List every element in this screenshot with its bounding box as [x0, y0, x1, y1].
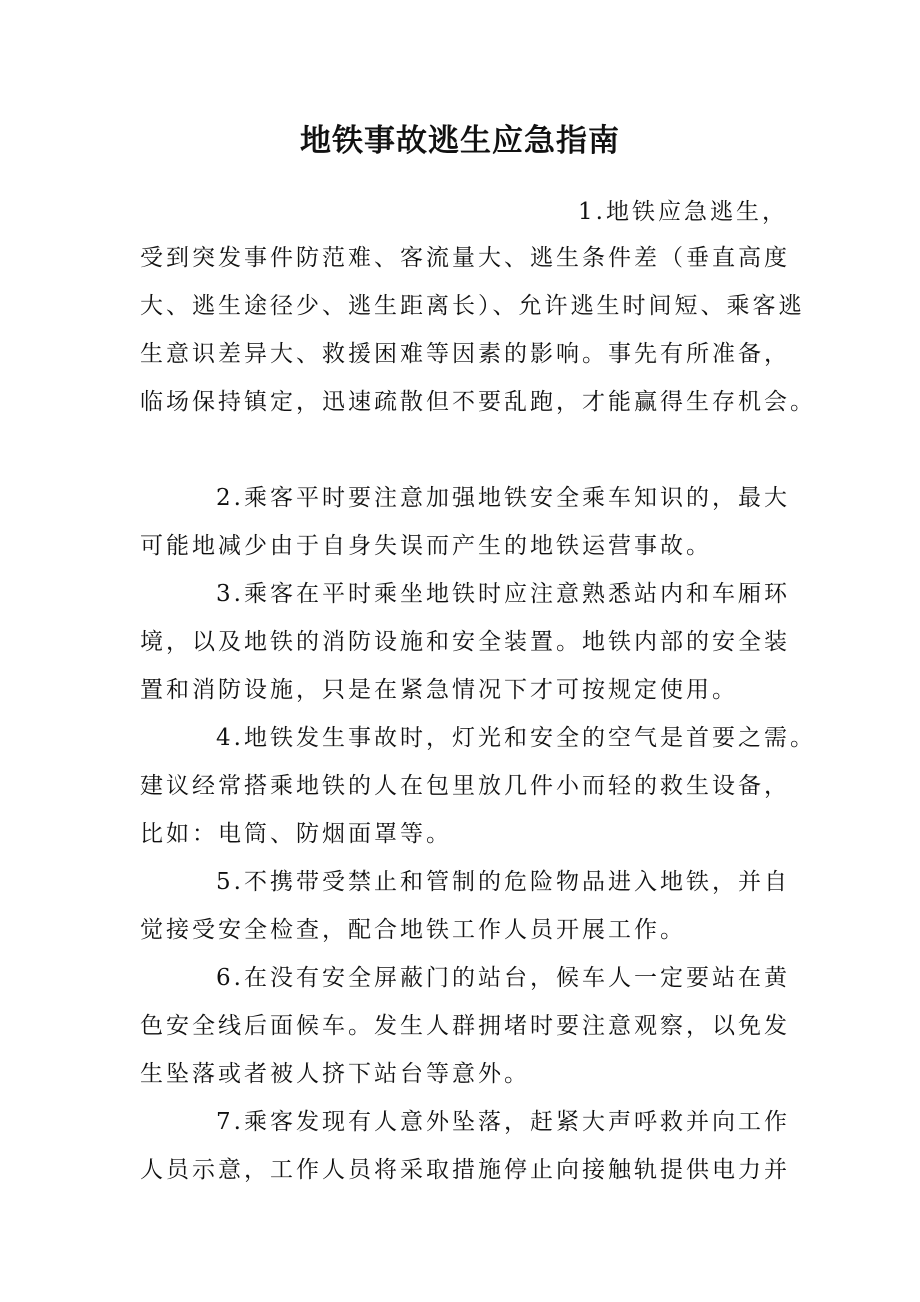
paragraph-line: 2.乘客平时要注意加强地铁安全乘车知识的，最大 [216, 485, 790, 511]
paragraph-line: 境，以及地铁的消防设施和安全装置。地铁内部的安全装 [140, 629, 790, 655]
paragraph-line: 生坠落或者被人挤下站台等意外。 [140, 1061, 530, 1087]
paragraph-line: 人员示意，工作人员将采取措施停止向接触轨提供电力并 [140, 1157, 790, 1183]
paragraph-line: 6.在没有安全屏蔽门的站台，候车人一定要站在黄 [216, 965, 790, 991]
paragraph-line: 色安全线后面候车。发生人群拥堵时要注意观察，以免发 [140, 1013, 790, 1039]
paragraph-line: 5.不携带受禁止和管制的危险物品进入地铁，并自 [216, 869, 790, 895]
paragraph-line: 比如：电筒、防烟面罩等。 [140, 821, 452, 847]
paragraph-line: 觉接受安全检查，配合地铁工作人员开展工作。 [140, 917, 686, 943]
paragraph-line: 大、逃生途径少、逃生距离长）、允许逃生时间短、乘客逃 [140, 293, 805, 319]
paragraph-line: 1.地铁应急逃生， [578, 199, 788, 225]
paragraph-line: 7.乘客发现有人意外坠落，赶紧大声呼救并向工作 [216, 1109, 790, 1135]
paragraph-line: 可能地减少由于自身失误而产生的地铁运营事故。 [140, 533, 712, 559]
paragraph-line: 4.地铁发生事故时，灯光和安全的空气是首要之需。 [216, 725, 816, 751]
paragraph-line: 建议经常搭乘地铁的人在包里放几件小而轻的救生设备， [140, 773, 790, 799]
paragraph-line: 临场保持镇定，迅速疏散但不要乱跑，才能赢得生存机会。 [140, 389, 816, 415]
document-title: 地铁事故逃生应急指南 [300, 123, 620, 159]
paragraph-line: 受到突发事件防范难、客流量大、逃生条件差（垂直高度 [140, 245, 790, 271]
paragraph-line: 3.乘客在平时乘坐地铁时应注意熟悉站内和车厢环 [216, 581, 790, 607]
paragraph-line: 生意识差异大、救援困难等因素的影响。事先有所准备， [140, 341, 790, 367]
paragraph-line: 置和消防设施，只是在紧急情况下才可按规定使用。 [140, 677, 738, 703]
